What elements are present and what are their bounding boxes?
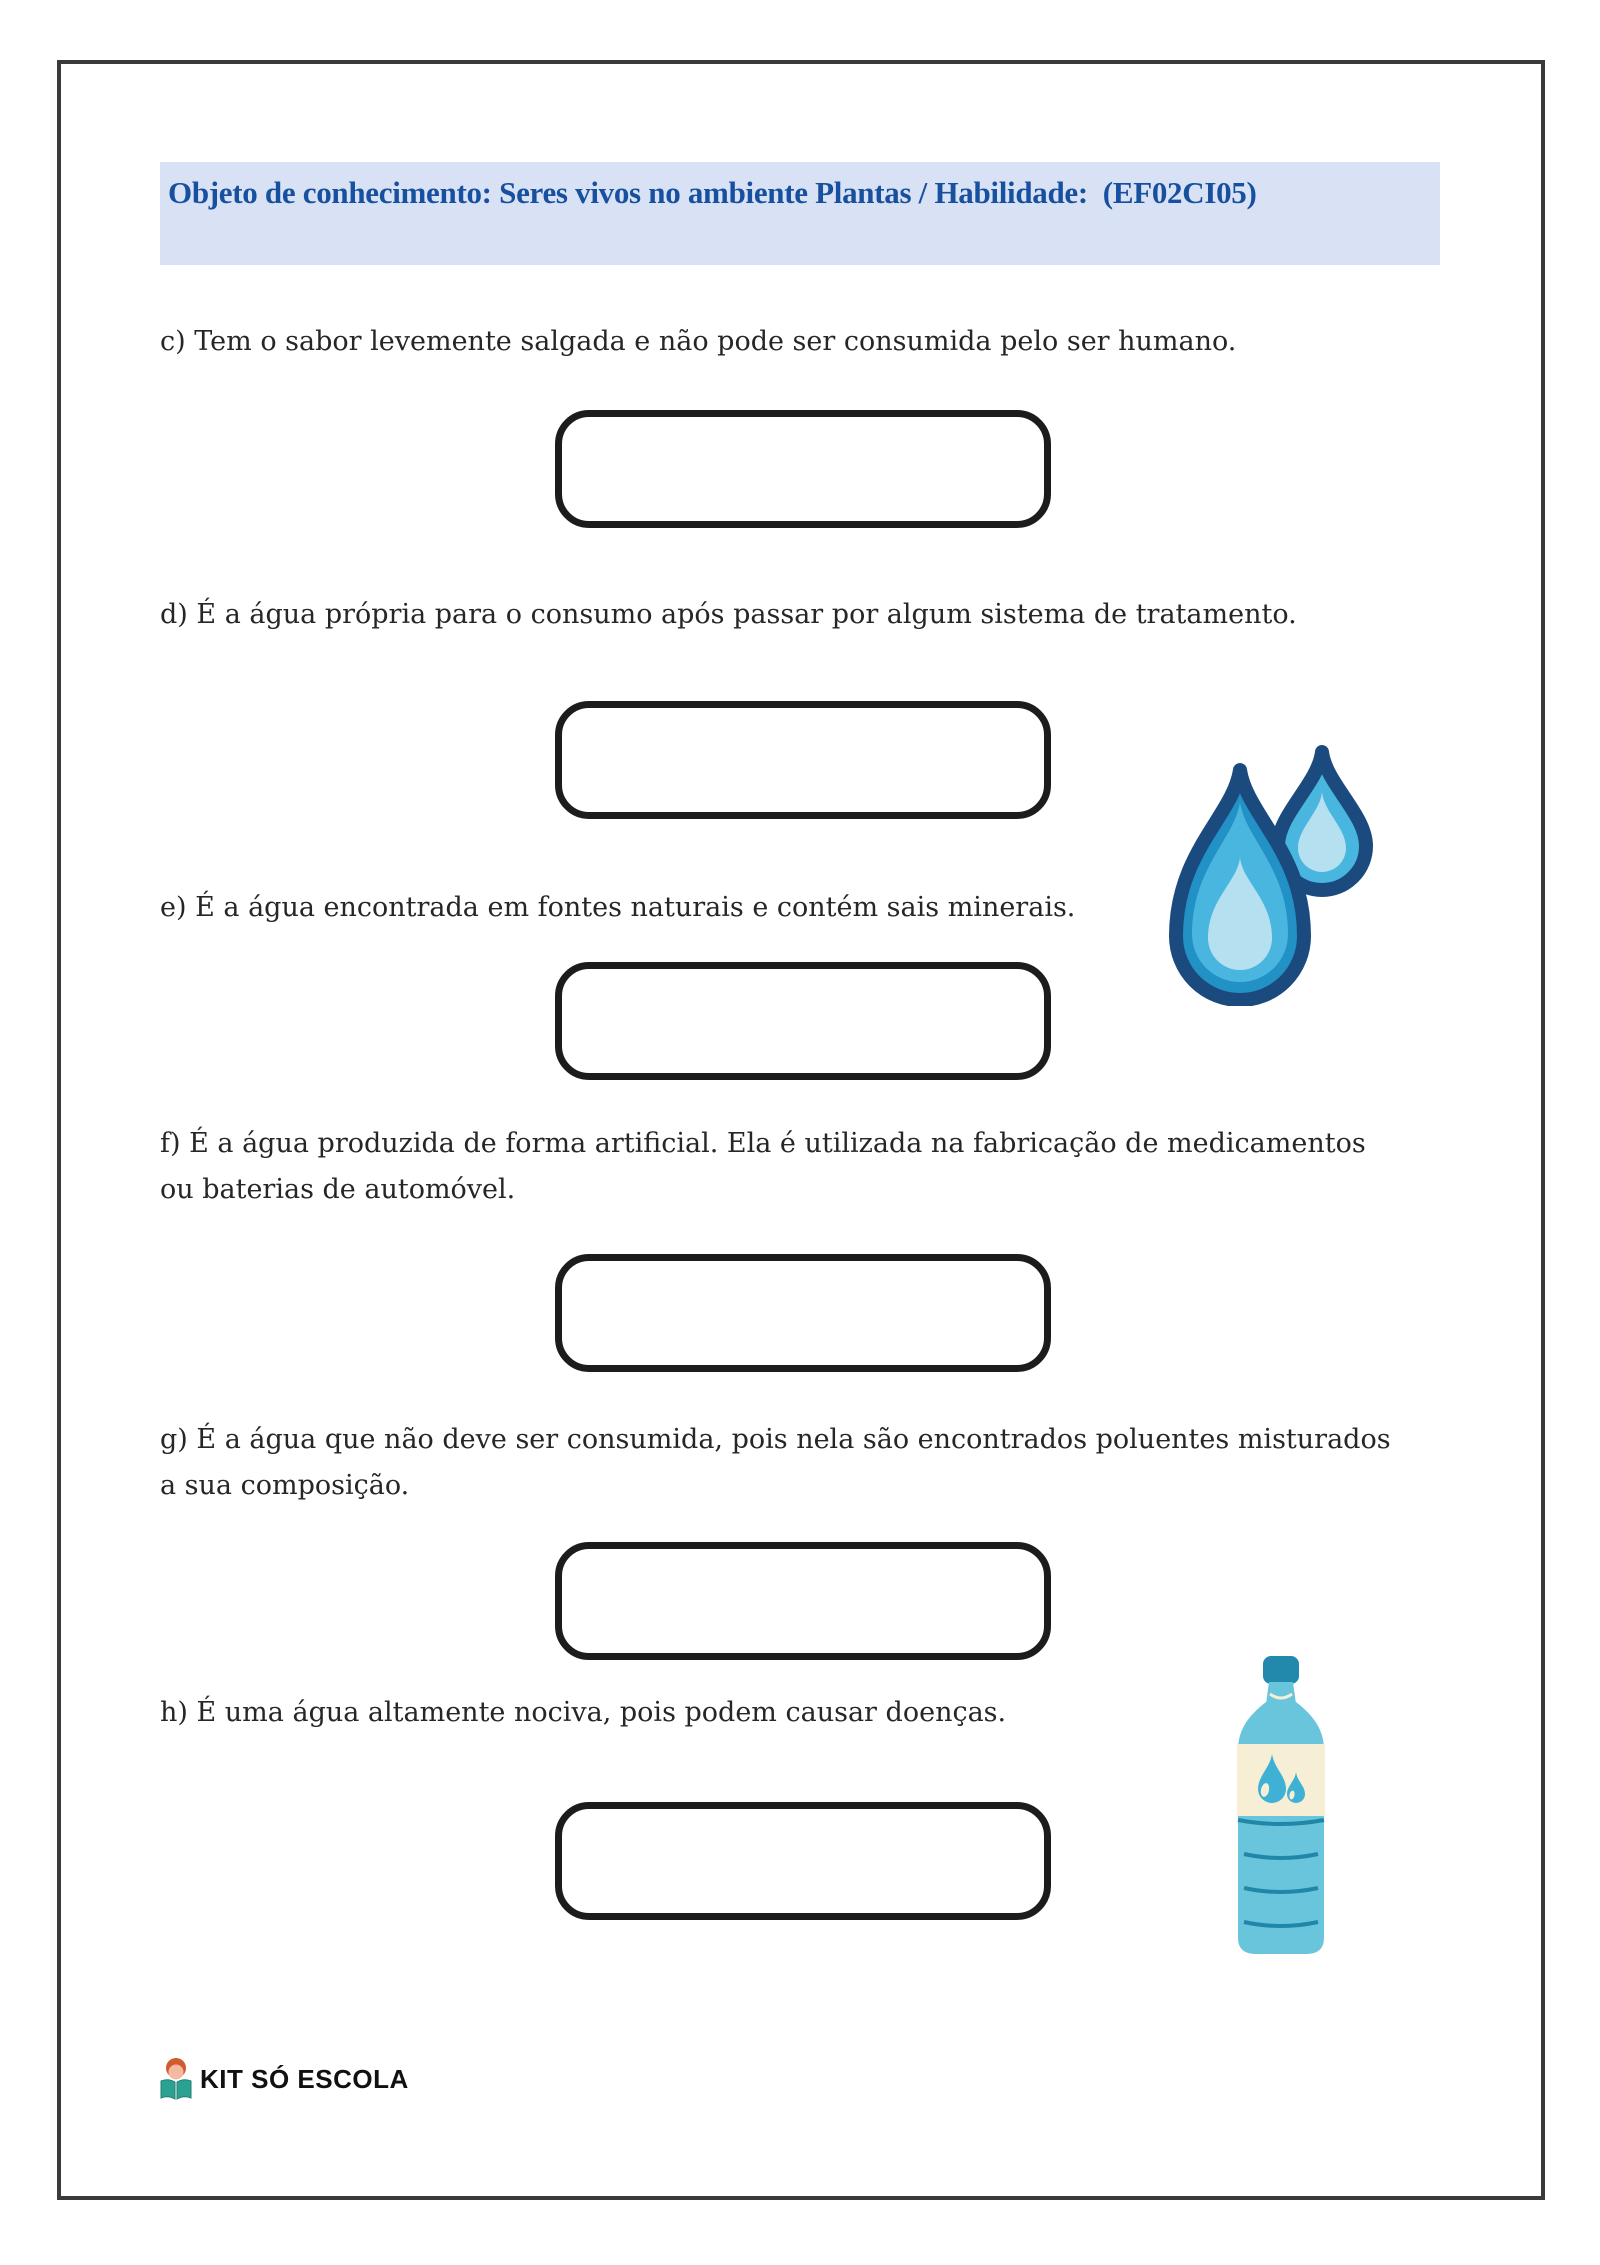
- question-d-text: [160, 592, 1500, 638]
- bottle-neck: [1266, 1682, 1296, 1704]
- water-bottle-icon: [1230, 1654, 1332, 1958]
- question-f-text: [160, 1121, 1500, 1213]
- question-line: e) É a água encontrada em fontes naturais e contém sais minerais.: [160, 892, 1076, 923]
- answer-box-c[interactable]: [555, 410, 1051, 528]
- question-line: d) É a água própria para o consumo após passar por algum sistema de tratamento.: [160, 599, 1297, 630]
- bottle-cap: [1263, 1656, 1299, 1684]
- answer-box-g[interactable]: [555, 1542, 1051, 1660]
- answer-box-e[interactable]: [555, 962, 1051, 1080]
- question-line: f) É a água produzida de forma artificial. Ela é utilizada na fabricação de medicamentos: [160, 1128, 1366, 1159]
- question-line: ou baterias de automóvel.: [160, 1174, 516, 1205]
- bottle-body: [1238, 1702, 1324, 1954]
- water-drops-icon: [1152, 740, 1384, 1006]
- brand-name: KIT SÓ ESCOLA: [200, 2063, 409, 2094]
- header-band: [160, 162, 1440, 265]
- question-c-text: [160, 319, 1500, 365]
- question-line: h) É uma água altamente nociva, pois podem causar doenças.: [160, 1697, 1007, 1728]
- answer-box-f[interactable]: [555, 1254, 1051, 1372]
- reading-kid-icon: [156, 2057, 196, 2101]
- question-line: c) Tem o sabor levemente salgada e não pode ser consumida pelo ser humano.: [160, 326, 1237, 357]
- answer-box-d[interactable]: [555, 701, 1051, 819]
- question-g-text: [160, 1417, 1500, 1509]
- question-line: g) É a água que não deve ser consumida, pois nela são encontrados poluentes misturados: [160, 1424, 1391, 1455]
- header-title: Objeto de conhecimento: Seres vivos no ambiente Plantas / Habilidade: (EF02CI05): [168, 175, 1257, 210]
- question-line: a sua composição.: [160, 1470, 410, 1501]
- brand-logo: [156, 2056, 409, 2102]
- question-e-text: [160, 885, 1500, 931]
- answer-box-h[interactable]: [555, 1802, 1051, 1920]
